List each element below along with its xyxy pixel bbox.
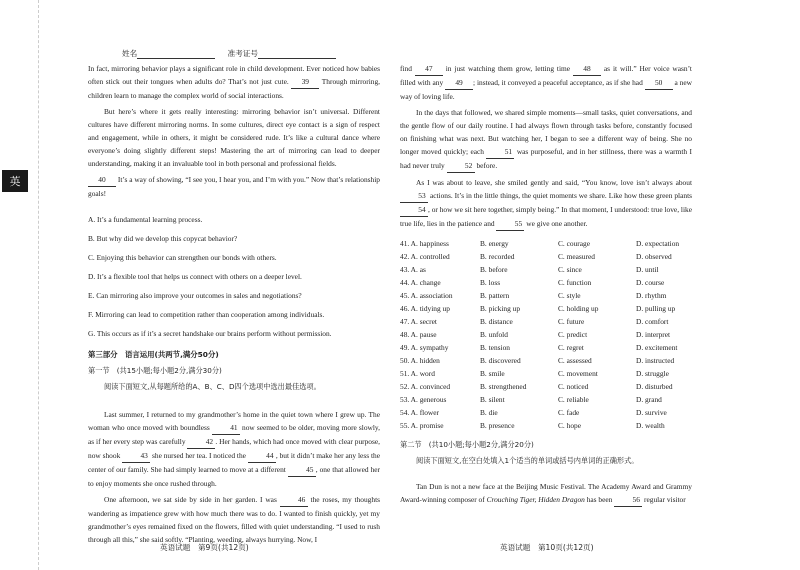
answer-option[interactable]: B. energy xyxy=(480,239,509,248)
answer-option[interactable]: 54. A. flower xyxy=(400,408,439,417)
option-g: G. This occurs as if it’s a secret handshake our brains perform without permission. xyxy=(88,329,332,338)
story-paragraph-2: One afternoon, we sat side by side in her garden. I was 46 the roses, my thoughts wandering as impatience grew with how much there was to do. I wanted to finish quickly, yet my grandmother’s eyes remained fixed on the flowers, filled with quiet understanding. “I used to rush through all this,” she said softly. “Planting, weeding, always hurrying. Now, I xyxy=(88,495,380,544)
answer-option[interactable]: 42. A. controlled xyxy=(400,252,450,261)
answer-option[interactable]: 55. A. promise xyxy=(400,421,444,430)
answer-option[interactable]: 47. A. secret xyxy=(400,317,437,326)
blank-42[interactable]: 42 xyxy=(187,435,215,449)
blank-44[interactable]: 44 xyxy=(248,449,276,463)
blank-56[interactable]: 56 xyxy=(614,493,642,507)
blank-43[interactable]: 43 xyxy=(122,449,150,463)
answer-option[interactable]: C. function xyxy=(558,278,592,287)
answer-option[interactable]: 48. A. pause xyxy=(400,330,437,339)
answer-option[interactable]: D. wealth xyxy=(636,421,665,430)
footer-left: 英语试题 第9页(共12页) xyxy=(160,543,249,552)
blank-46[interactable]: 46 xyxy=(280,493,308,507)
answer-option[interactable]: B. discovered xyxy=(480,356,521,365)
blank-47[interactable]: 47 xyxy=(415,62,443,76)
answer-option[interactable]: C. reliable xyxy=(558,395,589,404)
answer-option[interactable]: C. hope xyxy=(558,421,581,430)
answer-option[interactable]: D. pulling up xyxy=(636,304,676,313)
answer-option[interactable]: C. movement xyxy=(558,369,598,378)
option-a: A. It’s a fundamental learning process. xyxy=(88,215,203,224)
answer-option[interactable]: B. picking up xyxy=(480,304,521,313)
answer-option[interactable]: C. predict xyxy=(558,330,588,339)
section2-title: 第二节 (共10小题;每小题2分,满分20分) xyxy=(400,440,534,449)
name-field[interactable] xyxy=(137,50,215,59)
answer-option[interactable]: C. holding up xyxy=(558,304,599,313)
answer-option[interactable]: D. struggle xyxy=(636,369,669,378)
binding-line xyxy=(38,0,39,570)
answer-option[interactable]: C. measured xyxy=(558,252,595,261)
answer-option[interactable]: B. before xyxy=(480,265,508,274)
answer-option[interactable]: D. rhythm xyxy=(636,291,667,300)
sidebar xyxy=(0,0,30,570)
answer-option[interactable]: 51. A. word xyxy=(400,369,435,378)
left-column xyxy=(88,62,380,549)
section2-instructions: 阅读下面短文,在空白处填入1个适当的单词或括号内单词的正确形式。 xyxy=(416,456,639,465)
option-b: B. But why did we develop this copycat behavior? xyxy=(88,234,238,243)
blank-52[interactable]: 52 xyxy=(447,159,475,173)
id-label: 准考证号 xyxy=(227,49,258,58)
answer-option[interactable]: 43. A. as xyxy=(400,265,426,274)
blank-55[interactable]: 55 xyxy=(496,217,524,231)
answer-option[interactable]: C. fade xyxy=(558,408,580,417)
answer-option[interactable]: B. loss xyxy=(480,278,501,287)
answer-option[interactable]: D. excitement xyxy=(636,343,678,352)
right-paragraph-4: Tan Dun is not a new face at the Beijing Music Festival. The Academy Award and Grammy Award-winning composer of Crouching Tiger, Hidden Dragon has been 56 regular visitor xyxy=(400,480,692,507)
answer-option[interactable]: B. die xyxy=(480,408,498,417)
left-paragraph-3: 40 It’s a way of showing, “I see you, I hear you, and I’m with you.” Now that’s relationship goals! xyxy=(88,175,380,198)
answer-option[interactable]: 50. A. hidden xyxy=(400,356,440,365)
answer-option[interactable]: B. distance xyxy=(480,317,513,326)
answer-option[interactable]: D. instructed xyxy=(636,356,675,365)
answer-option[interactable]: B. unfold xyxy=(480,330,508,339)
answer-option[interactable]: C. regret xyxy=(558,343,584,352)
option-d: D. It’s a flexible tool that helps us connect with others on a deeper level. xyxy=(88,272,302,281)
right-paragraph-1: find 47 in just watching them grow, letting time 48 as it will.” Her voice wasn’t filled with any 49 ; instead, it conveyed a peaceful acceptance, as if she had 50 a new way of loving life. xyxy=(400,64,692,101)
subject-tab: 英 xyxy=(2,170,28,192)
name-label: 姓名 xyxy=(122,49,138,58)
blank-50[interactable]: 50 xyxy=(645,76,673,90)
answer-option[interactable]: C. since xyxy=(558,265,582,274)
answer-option[interactable]: 52. A. convinced xyxy=(400,382,451,391)
answer-option[interactable]: 46. A. tidying up xyxy=(400,304,450,313)
answer-option[interactable]: 49. A. sympathy xyxy=(400,343,449,352)
answer-option[interactable]: C. noticed xyxy=(558,382,589,391)
answer-choices xyxy=(400,237,692,432)
answer-option[interactable]: B. silent xyxy=(480,395,505,404)
answer-option[interactable]: 44. A. change xyxy=(400,278,441,287)
blank-49[interactable]: 49 xyxy=(445,76,473,90)
answer-option[interactable]: B. smile xyxy=(480,369,505,378)
blank-51[interactable]: 51 xyxy=(486,145,514,159)
blank-54[interactable]: 54 xyxy=(400,203,428,217)
story-paragraph-1: Last summer, I returned to my grandmother’s home in the quiet town where I grew up. The woman who once moved with boundless 41 now seemed to be older, moving more slowly, as if her every step was carefully 42 . Her hands, which had once moved with clear purpose, now shook 43 she nursed her tea. I noticed the 44 , but it didn’t make her any less the center of our family. She had simply learned to move at a different 45 , one that allowed her to enjoy moments she once rushed through. xyxy=(88,410,381,488)
footer-right: 英语试题 第10页(共12页) xyxy=(500,543,594,552)
answer-option[interactable]: D. until xyxy=(636,265,659,274)
blank-40[interactable]: 40 xyxy=(88,173,116,187)
answer-option[interactable]: D. disturbed xyxy=(636,382,673,391)
answer-option[interactable]: D. observed xyxy=(636,252,672,261)
section1-title: 第一节 (共15小题;每小题2分,满分30分) xyxy=(88,366,222,375)
blank-41[interactable]: 41 xyxy=(212,421,240,435)
section3-title: 第三部分 语言运用(共两节,满分50分) xyxy=(88,350,219,359)
left-paragraph-1: In fact, mirroring behavior plays a significant role in child development. Ever noticed how babies often stick out their tongues when adults do? That’s not just cute. 39 Through mirroring, children learn to manage the complex world of social interactions. xyxy=(88,64,381,100)
answer-option[interactable]: B. recorded xyxy=(480,252,515,261)
answer-option[interactable]: D. interpret xyxy=(636,330,671,339)
answer-option[interactable]: B. presence xyxy=(480,421,515,430)
blank-45[interactable]: 45 xyxy=(288,463,316,477)
answer-option[interactable]: C. assessed xyxy=(558,356,592,365)
answer-option[interactable]: D. course xyxy=(636,278,665,287)
blank-39[interactable]: 39 xyxy=(291,75,319,89)
right-paragraph-2: In the days that followed, we shared simple moments—small tasks, quiet conversations, and the gentle flow of our daily routine. I had always flown through tasks before, constantly focused on finishing what was next. But watching her, I began to see a different way of being. She no longer moved quickly; each 51 was purposeful, and in her stillness, there was a warmth I had never truly 52 before. xyxy=(400,106,692,173)
answer-option[interactable]: B. strengthened xyxy=(480,382,527,391)
blank-53[interactable]: 53 xyxy=(400,189,428,203)
left-paragraph-2: But here’s where it gets really interesting: mirroring behavior isn’t universal. Different cultures have different mirroring norms. In some cultures, direct eye contact is a sign of respect and engagement, while in others, it might be considered rude. It’s like a cultural dance where everyone’s doing slightly different steps! Mastering the art of mirroring can lead to deeper understanding, making it an invaluable tool in both personal and professional fields. xyxy=(88,107,380,168)
answer-option[interactable]: B. tension xyxy=(480,343,510,352)
answer-option[interactable]: B. pattern xyxy=(480,291,510,300)
blank-48[interactable]: 48 xyxy=(573,62,601,76)
answer-option[interactable]: 53. A. generous xyxy=(400,395,447,404)
answer-option[interactable]: C. courage xyxy=(558,239,591,248)
option-c: C. Enjoying this behavior can strengthen our bonds with others. xyxy=(88,253,277,262)
answer-option[interactable]: D. grand xyxy=(636,395,662,404)
option-f: F. Mirroring can lead to competition rather than cooperation among individuals. xyxy=(88,310,325,319)
answer-option[interactable]: 45. A. association xyxy=(400,291,453,300)
exam-header xyxy=(122,48,346,59)
id-field[interactable] xyxy=(258,50,336,59)
answer-option[interactable]: C. future xyxy=(558,317,585,326)
right-column xyxy=(400,62,692,510)
answer-option[interactable]: C. style xyxy=(558,291,581,300)
section1-instructions: 阅读下面短文,从每题所给的A、B、C、D四个选项中选出最佳选项。 xyxy=(104,382,321,391)
option-e: E. Can mirroring also improve your outcomes in sales and negotiations? xyxy=(88,291,302,300)
answer-option[interactable]: 41. A. happiness xyxy=(400,239,449,248)
options-list xyxy=(88,213,380,340)
answer-option[interactable]: D. expectation xyxy=(636,239,680,248)
answer-option[interactable]: D. comfort xyxy=(636,317,669,326)
right-paragraph-3: As I was about to leave, she smiled gently and said, “You know, love isn’t always about 53 actions. It’s in the little things, the quiet moments we share. Like how these green plants 54 , or how we sit here together, simply being.” In that moment, I understood: true love, like true life, lies in the patience and 55 we give one another. xyxy=(400,176,692,231)
answer-option[interactable]: D. survive xyxy=(636,408,667,417)
